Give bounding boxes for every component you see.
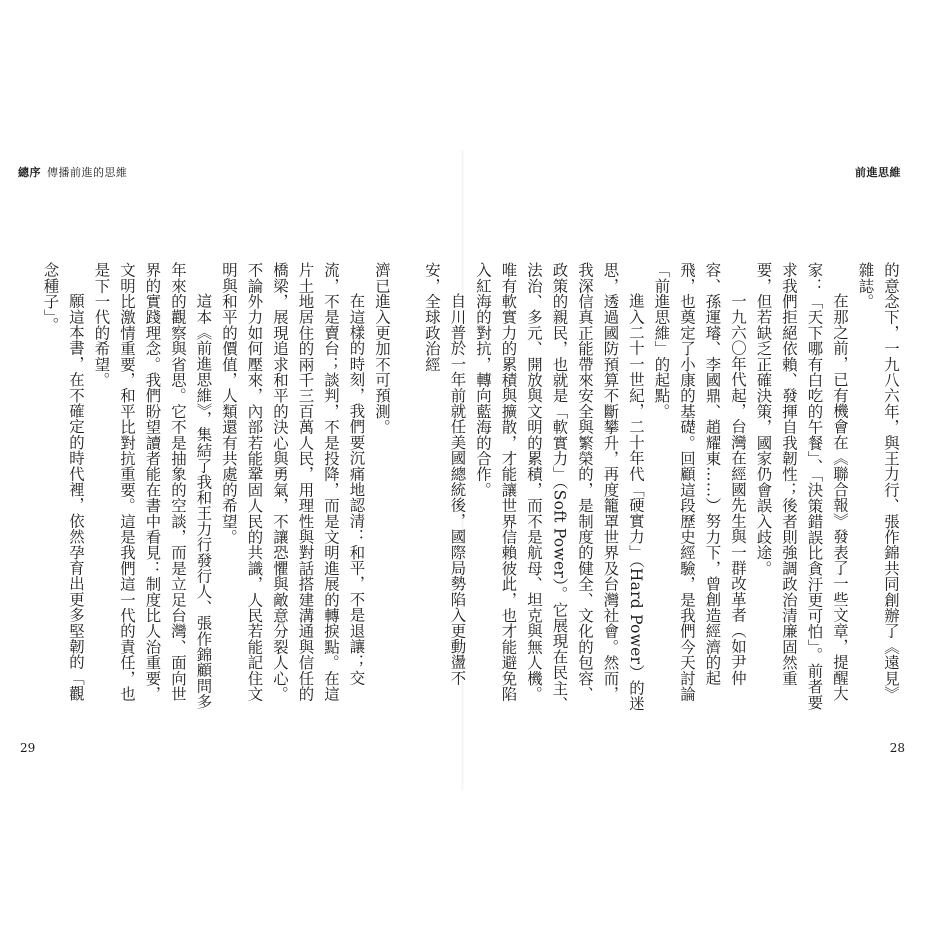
paragraph: 在那之前，已有機會在《聯合報》發表了一些文章，提醒大家：「天下哪有白吃的午餐」、「決策錯誤比貪汙更可怕」。前者要求我們拒絕依賴、發揮自我韌性；後者則強調政治清廉固然重要，但若缺乏正確決策，國家仍會誤入歧途。 (754, 262, 849, 710)
running-head-left (18, 164, 128, 180)
running-head-title: 前進思維 (855, 166, 901, 179)
left-page (0, 0, 462, 925)
paragraph: 願這本書，在不確定的時代裡，依然孕育出更多堅韌的「觀念種子」。 (41, 262, 85, 701)
page-number-right: 28 (889, 741, 905, 755)
paragraph: 的意念下，一九八六年，與王力行、張作錦共同創辦了《遠見》雜誌。 (856, 262, 900, 702)
running-head-right (855, 164, 907, 180)
running-head-section: 總序 (18, 166, 41, 179)
running-head-title: 傳播前進的思維 (47, 166, 128, 179)
paragraph: 自川普於一年前就任美國總統後，國際局勢陷入更動盪不安，全球政治經 (423, 262, 467, 686)
paragraph: 進入二十一世紀，二十年代「硬實力」（Hard Power）的迷思，透過國防預算不斷攀升，再度籠罩世界及台灣社會。然而，我深信真正能帶來安全與繁榮的，是制度的健全、文化的包容、政策的親民，也就是「軟實力」（Soft Power）。它展現在民主、法治、多元、開放與文明的累積，而不是航母、坦克與無人機。唯有軟實力的累積與擴散，才能讓世界信賴彼此，也才能避免陷入紅海的對抗，轉向藍海的合作。 (474, 262, 645, 712)
paragraph: 這本《前進思維》，集結了我和王力行發行人、張作錦顧問多年來的觀察與省思。它不是抽象的空談，而是立足台灣、面向世界的實踐理念。我們盼望讀者能在書中看見：制度比人治重要，文明比激情重要，和平比對抗重要。這是我們這一代的責任，也是下一代的希望。 (92, 262, 213, 709)
body-text-left (37, 262, 394, 714)
body-text-right (419, 262, 904, 714)
paragraph: 濟已進入更加不可預測。 (373, 262, 391, 435)
paragraph: 一九六〇年代起，台灣在經國先生與一群改革者（如尹仲容、孫運璿、李國鼎、趙耀東……）努力下，曾創造經濟的起飛，也奠定了小康的基礎。回顧這段歷史經驗，是我們今天討論「前進思維」的起點。 (652, 262, 747, 702)
paragraph: 在這樣的時刻，我們要沉痛地認清：和平，不是退讓；交流，不是賣台；談判，不是投降，而是文明進展的轉捩點。在這片土地居住的兩千三百萬人民，用理性與對話搭建溝通與信任的橋梁，展現追求和平的決心與勇氣，不讓恐懼與敵意分裂人心。不論外力如何壓來，內部若能鞏固人民的共識，人民若能記住文明與和平的價值，人類還有共處的希望。 (220, 262, 366, 702)
right-page (423, 0, 925, 925)
page-number-left: 29 (20, 741, 36, 755)
